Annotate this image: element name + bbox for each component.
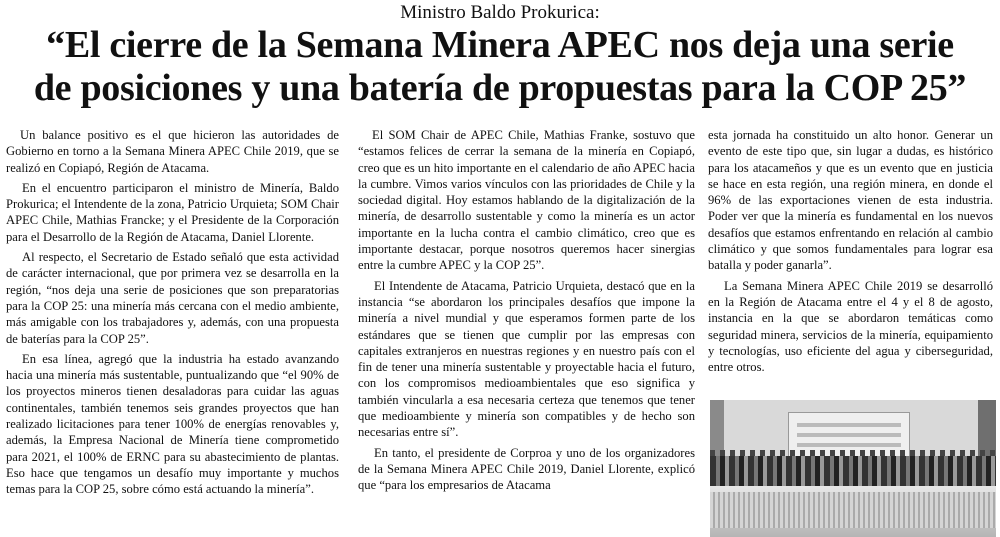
paragraph: El SOM Chair de APEC Chile, Mathias Franke, sostuvo que “estamos felices de cerrar la semana de la minería en Copiapó, creo que es un hito importante en el calendario de año APEC hacia la cumbre. Vimos varios vínculos con las prioridades de Chile y la sociedad digital. Hoy estamos hablando de la digitalización de la minería, de desarrollo sustentable y como la minería es un actor importante en la lucha contra el cambio climático, creo que es importante destacar, porque nosotros queremos hacer sinergias entre la cumbre APEC y la COP 25”.: [358, 128, 695, 273]
paragraph: En tanto, el presidente de Corproa y uno de los organizadores de la Semana Minera APEC Chile 2019, Daniel Llorente, explicó que “para los empresarios de Atacama: [358, 445, 695, 493]
headline-line-2: de posiciones y una batería de propuestas para la COP 25”: [33, 67, 967, 109]
article-headline: [6, 24, 994, 110]
article-column-1: [6, 127, 339, 502]
screen-line: [797, 423, 901, 427]
headline-line-1: “El cierre de la Semana Minera APEC nos deja una serie: [46, 24, 954, 66]
paragraph: esta jornada ha constituido un alto honor. Generar un evento de este tipo que, sin lugar a dudas, es histórico para los atacameños y que es un evento que en justicia se hace en esta región, una región minera, en donde el 96% de las exportaciones vienen de esta industria. Poder ver que la minería es fundamental en los nuevos desafíos que estamos enfrentando en relación al cambio climático y que somos fundamentales para lograr esa batalla y poder ganarla”.: [708, 128, 993, 273]
screen-line: [797, 433, 901, 437]
paragraph: En esa línea, agregó que la industria ha estado avanzando hacia una minería más sustentable, puntualizando que “el 90% de los proyectos mineros tienen desaladoras para cuidar las aguas continentales, también tenemos seis grandes proyectos que han realizado licitaciones para tener 100% de energías renovables y, además, la Empresa Nacional de Minería tiene comprometido para 2021, el 100% de ERNC para su abastecimiento de plantas. Eso hace que tengamos un desafío muy importante y muchos temas para la COP 25, sobre cómo está actuando la minería”.: [6, 351, 339, 497]
article-kicker: Ministro Baldo Prokurica:: [400, 2, 600, 23]
article-column-2: [358, 127, 695, 498]
event-group-photo: [710, 400, 996, 537]
paragraph: Al respecto, el Secretario de Estado señaló que esta actividad de carácter internacional, que por primera vez se desarrolla en la región, “nos deja una serie de posiciones que son preparatorias para la COP 25: una minería más cercana con el medio ambiente, más amigable con los trabajadores y, además, con una propuesta de baterías para la COP 25”.: [6, 250, 339, 346]
paragraph: En el encuentro participaron el ministro de Minería, Baldo Prokurica; el Intendente de la zona, Patricio Urquieta; SOM Chair APEC Chile, Mathias Francke; y el Presidente de la Corporación para el Desarrollo de la Región de Atacama, Daniel Llorente.: [6, 180, 339, 244]
screen-line: [797, 443, 901, 447]
paragraph: Un balance positivo es el que hicieron las autoridades de Gobierno en torno a la Semana Minera APEC Chile 2019, que se realizó en Copiapó, Región de Atacama.: [6, 128, 339, 175]
article-column-3: [708, 127, 993, 379]
paragraph: La Semana Minera APEC Chile 2019 se desarrolló en la Región de Atacama entre el 4 y el 8 de agosto, instancia en la que se abordaron temáticas como seguridad minera, servicios de la minería, equipamiento y tecnologías, uso eficiente del agua y ciberseguridad, entre otros.: [708, 278, 993, 375]
paragraph: El Intendente de Atacama, Patricio Urquieta, destacó que en la instancia “se abordaron los principales desafíos que impone la minería a nivel mundial y que esperamos formen parte de los estándares que se tienen que cumplir por las empresas con capitales extranjeros en nuestras regiones y en nuestro país con el fin de tener una minería sustentable y proyectable hacia el futuro, con los compromisos medioambientales que eso significa y también vincularla a esa necesaria certeza que tenemos que tener que medioambiente y minería son compatibles y de hecho son necesarias entre sí”.: [358, 278, 695, 440]
photo-table-drape: [710, 492, 996, 528]
photo-crowd: [710, 456, 996, 488]
